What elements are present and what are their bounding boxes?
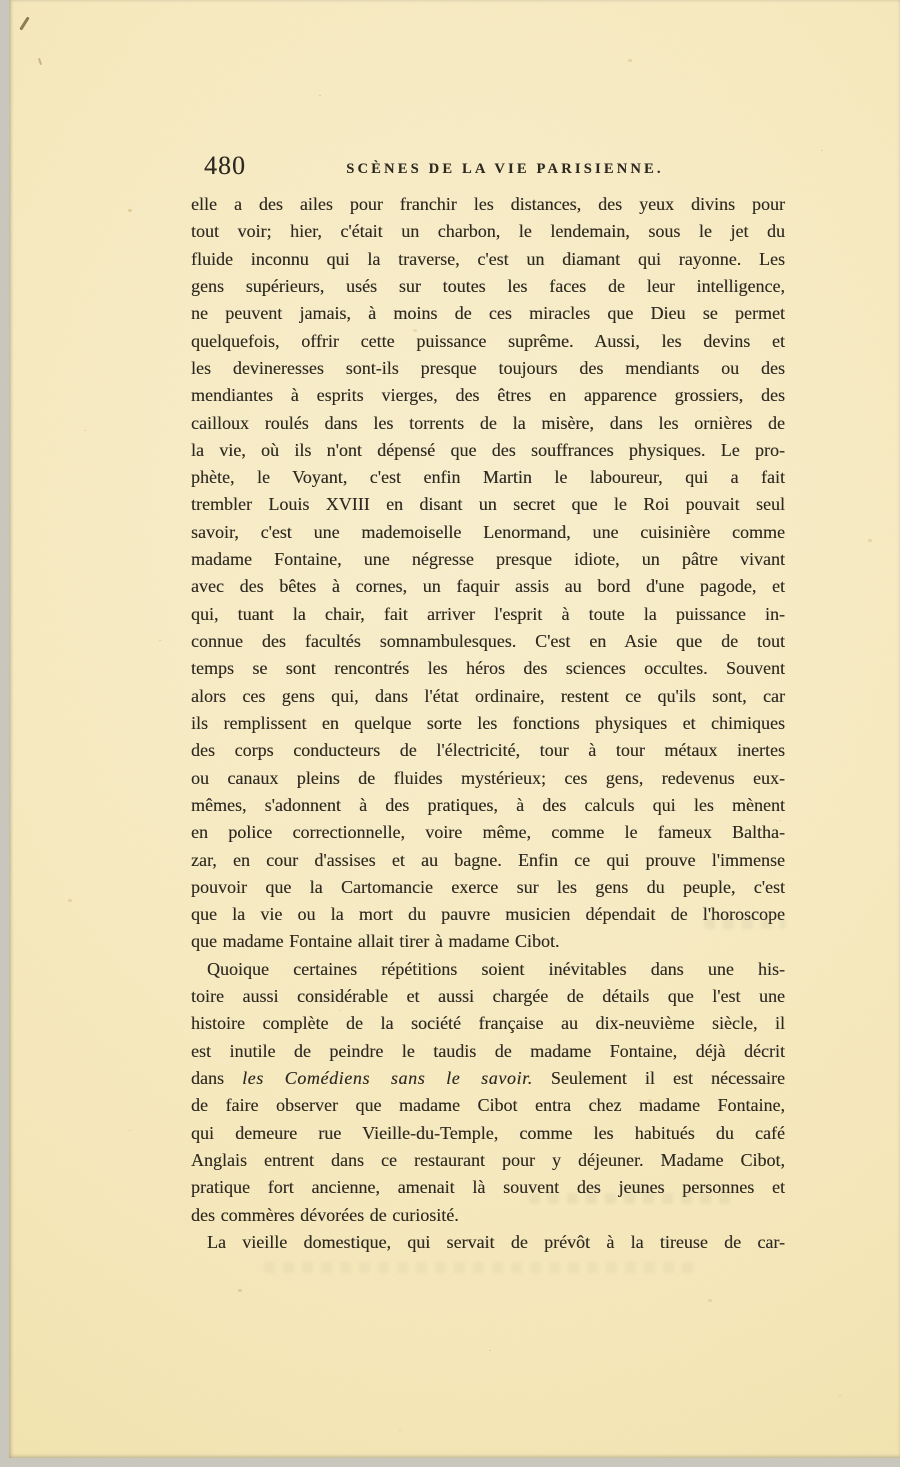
text-line: Quoique certaines répétitions soient inévitables dans une his- [207, 958, 785, 979]
paper-fiber-mark [38, 58, 42, 65]
text-line: est inutile de peindre le taudis de madame Fontaine, déjà décrit [191, 1040, 785, 1061]
text-line: tout voir; hier, c'était un charbon, le lendemain, sous le jet du [191, 221, 785, 242]
text-line: mêmes, s'adonnent à des pratiques, à des calculs qui les mènent [191, 794, 785, 815]
text-line: pratique fort ancienne, amenait là souvent des jeunes personnes et [191, 1177, 785, 1198]
text-line: savoir, c'est une mademoiselle Lenormand, une cuisinière comme [191, 521, 785, 542]
book-page-scan [9, 0, 900, 1458]
text-line: les devineresses sont-ils presque toujours des mendiants ou des [191, 357, 785, 378]
text-line: trembler Louis XVIII en disant un secret que le Roi pouvait seul [191, 494, 785, 515]
text-line: la vie, où ils n'ont dépensé que des souffrances physiques. Le pro- [191, 439, 785, 460]
text-line: temps se sont rencontrés les héros des sciences occultes. Souvent [191, 658, 785, 679]
text-line: que madame Fontaine allait tirer à madame Cibot. [191, 931, 560, 952]
text-line: ne peuvent jamais, à moins de ces miracles que Dieu se permet [191, 303, 785, 324]
paper-fiber-mark [19, 16, 29, 30]
text-line: qui demeure rue Vieille-du-Temple, comme les habitués du café [191, 1122, 785, 1143]
paper-fiber-specks [9, 0, 11, 1]
text-line: La vieille domestique, qui servait de prévôt à la tireuse de car- [207, 1231, 785, 1252]
text-line: des corps conducteurs de l'électricité, tour à tour métaux inertes [191, 740, 785, 761]
text-line: quelquefois, offrir cette puissance suprême. Aussi, les devins et [191, 330, 785, 351]
text-line: madame Fontaine, une négresse presque idiote, un pâtre vivant [191, 549, 785, 570]
text-line: pouvoir que la Cartomancie exerce sur les gens du peuple, c'est [191, 876, 785, 897]
text-line: ils remplissent en quelque sorte les fonctions physiques et chimiques [191, 712, 785, 733]
text-line: de faire observer que madame Cibot entra chez madame Fontaine, [191, 1095, 785, 1116]
text-line: fluide inconnu qui la traverse, c'est un diamant qui rayonne. Les [191, 248, 785, 269]
italic-book-title: les Comédiens sans le savoir. [242, 1068, 533, 1088]
text-line: elle a des ailes pour franchir les distances, des yeux divins pour [191, 194, 785, 214]
text-line: cailloux roulés dans les torrents de la misère, dans les ornières de [191, 412, 785, 433]
text-line: en police correctionnelle, voire même, comme le fameux Baltha- [191, 822, 785, 843]
text-line: toire aussi considérable et aussi chargée de détails que l'est une [191, 986, 785, 1007]
text-line: connue des facultés somnambulesques. C'est en Asie que de tout [191, 631, 785, 651]
text-line: gens supérieurs, usés sur toutes les faces de leur intelligence, [191, 275, 785, 296]
text-line: alors ces gens qui, dans l'état ordinaire, restent ce qu'ils sont, car [191, 685, 785, 706]
text-line: que la vie ou la mort du pauvre musicien dépendait de l'horoscope [191, 904, 785, 925]
bleedthrough-ghost [264, 1262, 694, 1273]
text-line: des commères dévorées de curiosité. [191, 1204, 459, 1225]
text-line [191, 1065, 785, 1092]
text-line: avec des bêtes à cornes, un faquir assis au bord d'une pagode, et [191, 576, 785, 597]
text-line: zar, en cour d'assises et au bagne. Enfin ce qui prouve l'immense [191, 849, 785, 870]
text-line: phète, le Voyant, c'est enfin Martin le laboureur, qui a fait [191, 467, 785, 488]
text-line: qui, tuant la chair, fait arriver l'esprit à toute la puissance in- [191, 603, 785, 624]
running-title: SCÈNES DE LA VIE PARISIENNE. [346, 160, 664, 177]
body-text-block [191, 191, 785, 1256]
text-line: Anglais entrent dans ce restaurant pour y déjeuner. Madame Cibot, [191, 1149, 785, 1170]
text-segment: dans [191, 1068, 243, 1088]
text-line: histoire complète de la société française au dix-neuvième siècle, il [191, 1013, 785, 1034]
text-line: mendiantes à esprits vierges, des êtres en apparence grossiers, des [191, 385, 785, 406]
text-segment: Seulement il est nécessaire [532, 1068, 785, 1088]
page-header [191, 149, 785, 179]
text-line: ou canaux pleins de fluides mystérieux; ces gens, redevenus eux- [191, 767, 785, 788]
page-number: 480 [204, 151, 246, 180]
